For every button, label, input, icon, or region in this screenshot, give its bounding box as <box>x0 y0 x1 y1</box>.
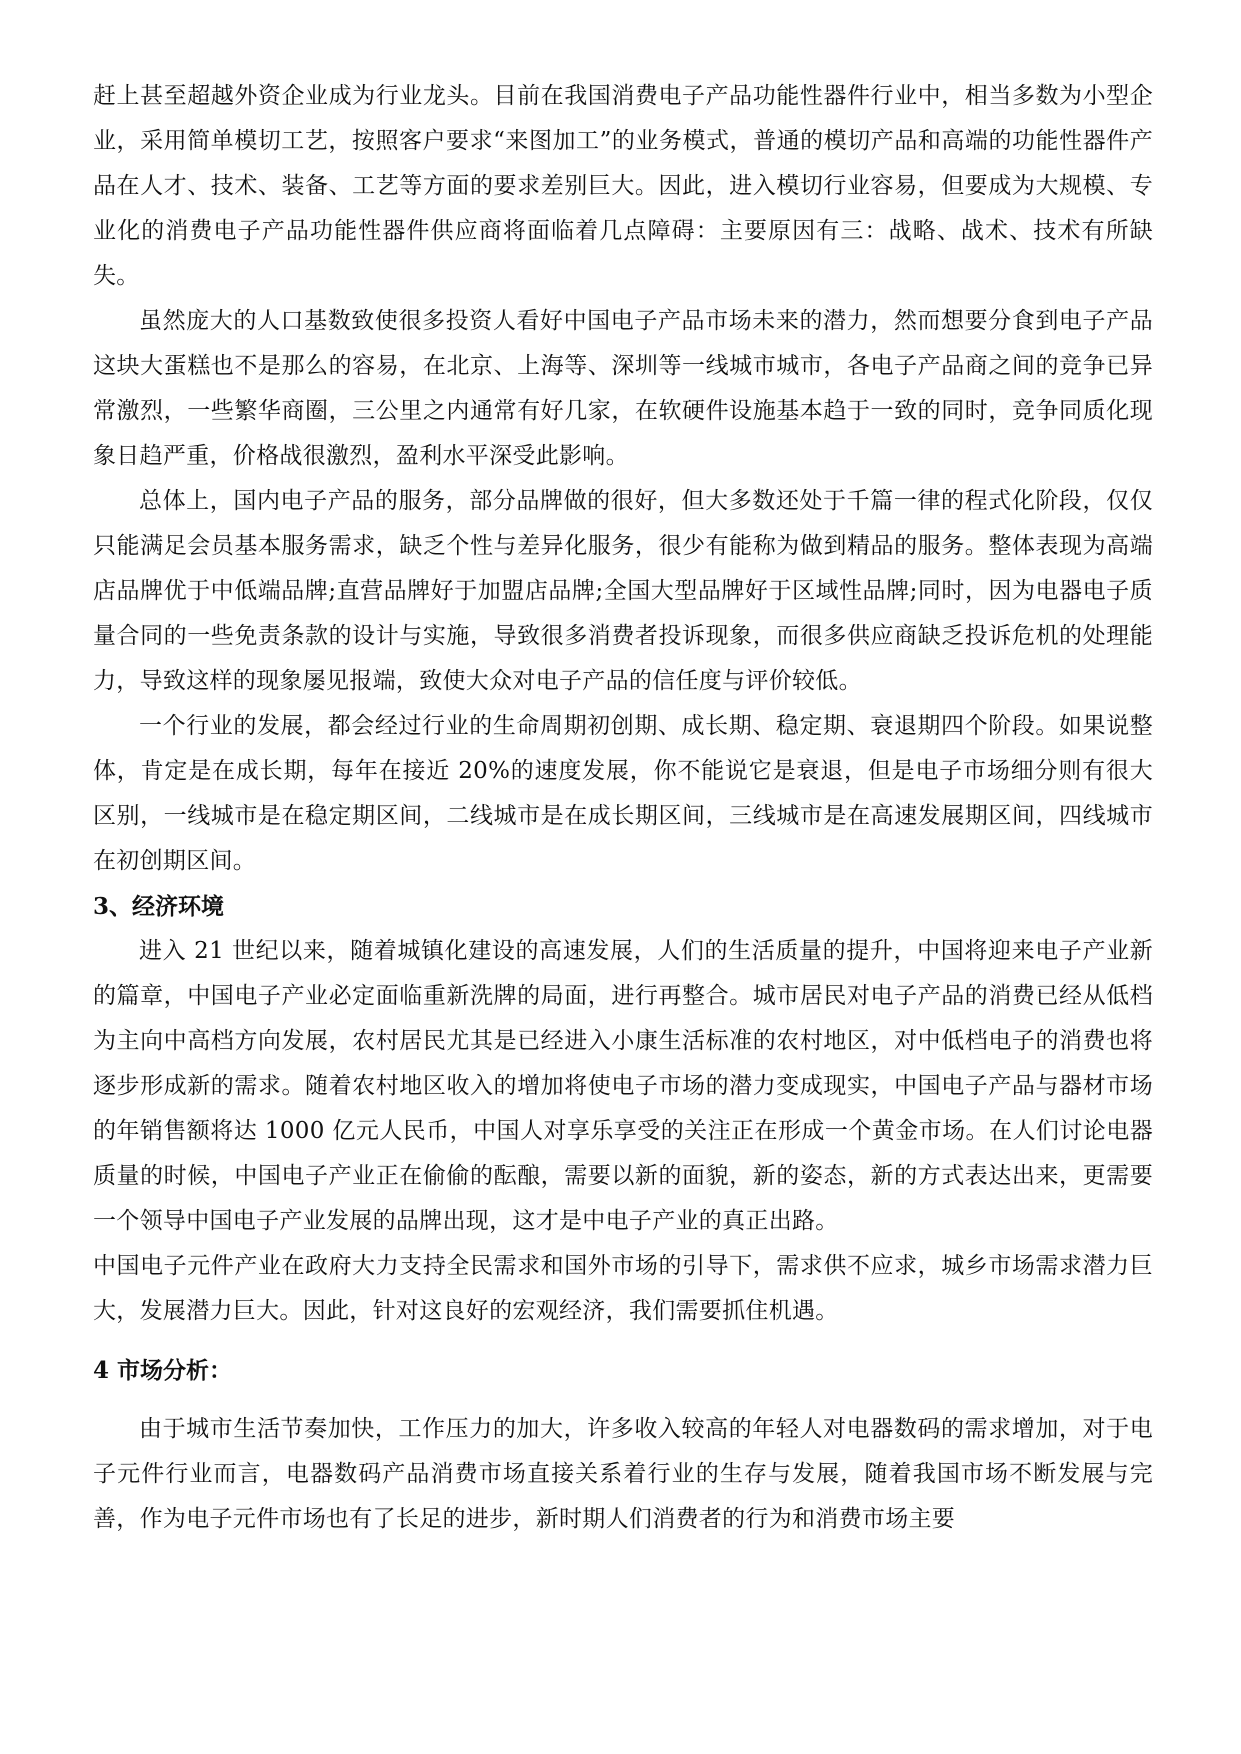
paragraph-service-quality: 总体上，国内电子产品的服务，部分品牌做的很好，但大多数还处于千篇一律的程式化阶段，仅仅只能满足会员基本服务需求，缺乏个性与差异化服务，很少有能称为做到精品的服务。整体表现为高端店品牌优于中低端品牌;直营品牌好于加盟店品牌;全国大型品牌好于区域性品牌;同时，因为电器电子质量合同的一些免责条款的设计与实施，导致很多消费者投诉现象，而很多供应商缺乏投诉危机的处理能力，导致这样的现象屡见报端，致使大众对电子产品的信任度与评价较低。 <box>93 488 1153 694</box>
paragraph-market-competition: 虽然庞大的人口基数致使很多投资人看好中国电子产品市场未来的潜力，然而想要分食到电子产品这块大蛋糕也不是那么的容易，在北京、上海等、深圳等一线城市城市，各电子产品商之间的竞争已异常激烈，一些繁华商圈，三公里之内通常有好几家，在软硬件设施基本趋于一致的同时，竞争同质化现象日趋严重，价格战很激烈，盈利水平深受此影响。 <box>93 308 1153 469</box>
paragraph-industry-lifecycle: 一个行业的发展，都会经过行业的生命周期初创期、成长期、稳定期、衰退期四个阶段。如果说整体，肯定是在成长期，每年在接近 20%的速度发展，你不能说它是衰退，但是电子市场细分则有很大区别，一线城市是在稳定期区间，二线城市是在成长期区间，三线城市是在高速发展期区间，四线城市在初创期区间。 <box>93 713 1153 874</box>
paragraph-economic-outlook: 进入 21 世纪以来，随着城镇化建设的高速发展，人们的生活质量的提升，中国将迎来电子产业新的篇章，中国电子产业必定面临重新洗牌的局面，进行再整合。城市居民对电子产品的消费已经从低档为主向中高档方向发展，农村居民尤其是已经进入小康生活标准的农村地区，对中低档电子的消费也将逐步形成新的需求。随着农村地区收入的增加将使电子市场的潜力变成现实，中国电子产品与器材市场的年销售额将达 1000 亿元人民币，中国人对享乐享受的关注正在形成一个黄金市场。在人们讨论电器质量的时候，中国电子产业正在偷偷的酝酿，需要以新的面貌，新的姿态，新的方式表达出来，更需要一个领导中国电子产业发展的品牌出现，这才是中电子产业的真正出路。 <box>93 938 1153 1234</box>
document-page <box>93 74 1153 1542</box>
paragraph-component-industry: 中国电子元件产业在政府大力支持全民需求和国外市场的引导下，需求供不应求，城乡市场需求潜力巨大，发展潜力巨大。因此，针对这良好的宏观经济，我们需要抓住机遇。 <box>93 1253 1153 1324</box>
section-heading-market-analysis: 4 市场分析： <box>93 1357 233 1384</box>
paragraph-market-analysis: 由于城市生活节奏加快，工作压力的加大，许多收入较高的年轻人对电器数码的需求增加，对于电子元件行业而言，电器数码产品消费市场直接关系着行业的生存与发展，随着我国市场不断发展与完善，作为电子元件市场也有了长足的进步，新时期人们消费者的行为和消费市场主要 <box>93 1416 1153 1532</box>
paragraph-intro-continuation: 赶上甚至超越外资企业成为行业龙头。目前在我国消费电子产品功能性器件行业中，相当多数为小型企业，采用简单模切工艺，按照客户要求“来图加工”的业务模式，普通的模切产品和高端的功能性器件产品在人才、技术、装备、工艺等方面的要求差别巨大。因此，进入模切行业容易，但要成为大规模、专业化的消费电子产品功能性器件供应商将面临着几点障碍：主要原因有三：战略、战术、技术有所缺失。 <box>93 83 1153 289</box>
section-heading-economic-environment: 3、经济环境 <box>93 893 225 920</box>
